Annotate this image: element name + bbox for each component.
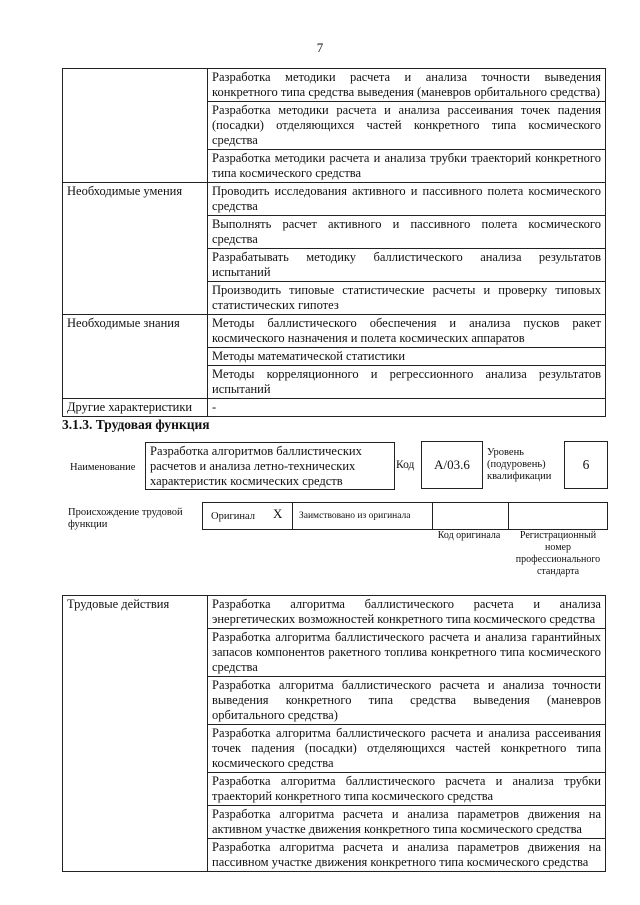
row-label-actions: Трудовые действия xyxy=(63,596,208,872)
table-cell: Выполнять расчет активного и пассивного полета космического средства xyxy=(208,216,606,249)
table-cell: Методы математической статистики xyxy=(208,348,606,366)
actions-table xyxy=(62,595,606,872)
table-cell: Разрабатывать методику баллистического анализа результатов испытаний xyxy=(208,249,606,282)
table-cell: - xyxy=(208,399,606,417)
code-value: А/03.6 xyxy=(421,441,483,489)
original-mark: X xyxy=(273,506,283,521)
table-row xyxy=(63,183,606,216)
table-cell: Производить типовые статистические расчеты и проверку типовых статистических гипотез xyxy=(208,282,606,315)
name-label: Наименование xyxy=(70,462,136,473)
row-label-skills: Необходимые умения xyxy=(63,183,208,315)
table-cell: Разработка методики расчета и анализа точности выведения конкретного типа средства выведения (маневров орбитального средства) xyxy=(208,69,606,102)
table-cell: Разработка алгоритма расчета и анализа параметров движения на активном участке движения конкретного типа космического средства xyxy=(208,806,606,839)
row-label-knowledge: Необходимые знания xyxy=(63,315,208,399)
table-cell: Разработка алгоритма баллистического расчета и анализа энергетических возможностей конкретного типа космического средства xyxy=(208,596,606,629)
code-label: Код xyxy=(396,459,415,471)
page-number: 7 xyxy=(316,40,324,55)
table-cell: Разработка алгоритма баллистического расчета и анализа гарантийных запасов компонентов ракетного топлива конкретного типа космического средства xyxy=(208,629,606,677)
table-cell: Разработка методики расчета и анализа рассеивания точек падения (посадки) отделяющихся частей конкретного типа космического средства xyxy=(208,102,606,150)
section-title: 3.1.3. Трудовая функция xyxy=(62,417,210,432)
table-cell: Разработка методики расчета и анализа трубки траекторий конкретного типа космического средства xyxy=(208,150,606,183)
table-cell: Методы корреляционного и регрессионного анализа результатов испытаний xyxy=(208,366,606,399)
table-cell: Разработка алгоритма расчета и анализа параметров движения на пассивном участке движения конкретного типа космического средства xyxy=(208,839,606,872)
reg-caption: Регистрационный номер профессионального стандарта xyxy=(515,530,601,577)
borrowed-label: Заимствовано из оригинала xyxy=(299,511,411,521)
level-value: 6 xyxy=(564,441,608,489)
code-caption: Код оригинала xyxy=(437,530,501,541)
function-name: Разработка алгоритмов баллистических расчетов и анализа летно-технических характеристик космических средств xyxy=(145,442,395,490)
table-cell: Разработка алгоритма баллистического расчета и анализа рассеивания точек падения (посадки) отделяющихся частей конкретного типа космического средства xyxy=(208,725,606,773)
table-cell: Разработка алгоритма баллистического расчета и анализа точности выведения конкретного типа средства выведения (маневров орбитального средства) xyxy=(208,677,606,725)
origin-box xyxy=(202,502,608,530)
table-cell: Разработка алгоритма баллистического расчета и анализа трубки траекторий конкретного типа космического средства xyxy=(208,773,606,806)
row-label-other: Другие характеристики xyxy=(63,399,208,417)
table-row xyxy=(63,69,606,102)
origin-label: Происхождение трудовой функции xyxy=(68,507,183,530)
row-label xyxy=(63,69,208,183)
table-row xyxy=(63,315,606,348)
table-row xyxy=(63,399,606,417)
original-label: Оригинал xyxy=(211,511,255,522)
table-row xyxy=(63,596,606,629)
level-label: Уровень (подуровень) квалификации xyxy=(487,447,552,482)
requirements-table xyxy=(62,68,606,417)
table-cell: Проводить исследования активного и пассивного полета космического средства xyxy=(208,183,606,216)
table-cell: Методы баллистического обеспечения и анализа пусков ракет космического назначения и полета космических аппаратов xyxy=(208,315,606,348)
